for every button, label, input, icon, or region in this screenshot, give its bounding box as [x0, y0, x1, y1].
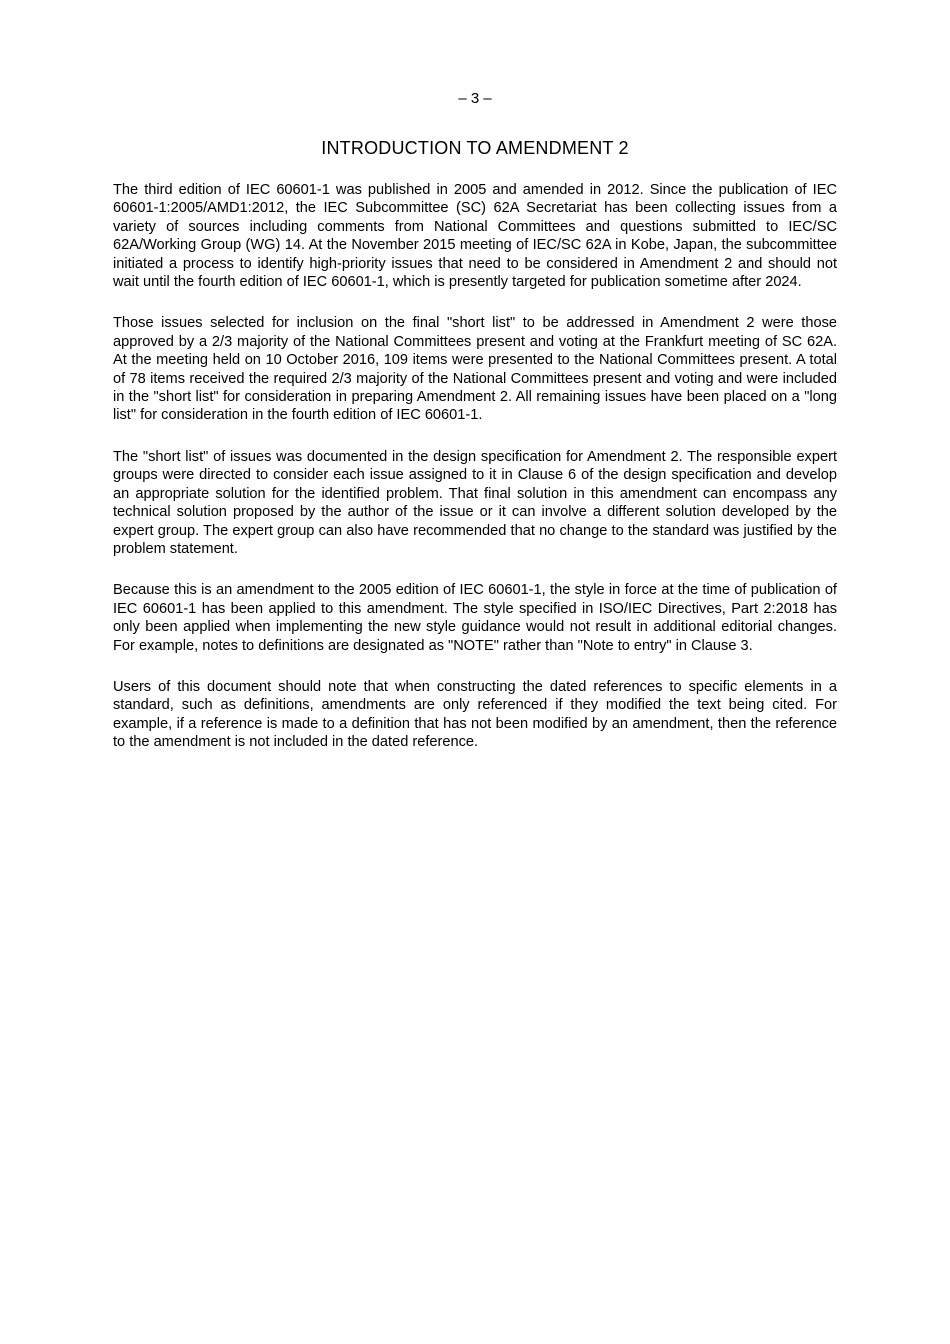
paragraph-3: The "short list" of issues was documented in the design specification for Amendment 2. The responsible expert groups were directed to consider each issue assigned to it in Clause 6 of the design specification and develop an appropriate solution for the identified problem. That final solution in this amendment can encompass any technical solution proposed by the author of the issue or it can involve a different solution developed by the expert group. The expert group can also have recommended that no change to the standard was justified by the problem statement.	[113, 448, 837, 557]
page-number: – 3 –	[458, 90, 492, 107]
paragraph-5: Users of this document should note that when constructing the dated references to specific elements in a standard, such as definitions, amendments are only referenced if they modified the text being cited. For example, if a reference is made to a definition that has not been modified by an amendment, then the reference to the amendment is not included in the dated reference.	[113, 678, 837, 751]
body-text	[113, 181, 837, 775]
paragraph-2: Those issues selected for inclusion on the final "short list" to be addressed in Amendment 2 were those approved by a 2/3 majority of the National Committees present and voting at the Frankfurt meeting of SC 62A. At the meeting held on 10 October 2016, 109 items were presented to the National Committees present. A total of 78 items received the required 2/3 majority of the National Committees present and voting and were included in the "short list" for consideration in preparing Amendment 2. All remaining issues have been placed on a "long list" for consideration in the fourth edition of IEC 60601-1.	[113, 315, 837, 424]
section-title: INTRODUCTION TO AMENDMENT 2	[321, 138, 629, 158]
paragraph-4: Because this is an amendment to the 2005 edition of IEC 60601-1, the style in force at the time of publication of IEC 60601-1 has been applied to this amendment. The style specified in ISO/IEC Directives, Part 2:2018 has only been applied when implementing the new style guidance would not result in additional editorial changes. For example, notes to definitions are designated as "NOTE" rather than "Note to entry" in Clause 3.	[113, 582, 837, 654]
paragraph-1: The third edition of IEC 60601-1 was published in 2005 and amended in 2012. Since the publication of IEC 60601-1:2005/AMD1:2012, the IEC Subcommittee (SC) 62A Secretariat has been collecting issues from a variety of sources including comments from National Committees and questions submitted to IEC/SC 62A/Working Group (WG) 14. At the November 2015 meeting of IEC/SC 62A in Kobe, Japan, the subcommittee initiated a process to identify high-priority issues that need to be considered in Amendment 2 and should not wait until the fourth edition of IEC 60601-1, which is presently targeted for publication sometime after 2024.	[113, 182, 837, 291]
